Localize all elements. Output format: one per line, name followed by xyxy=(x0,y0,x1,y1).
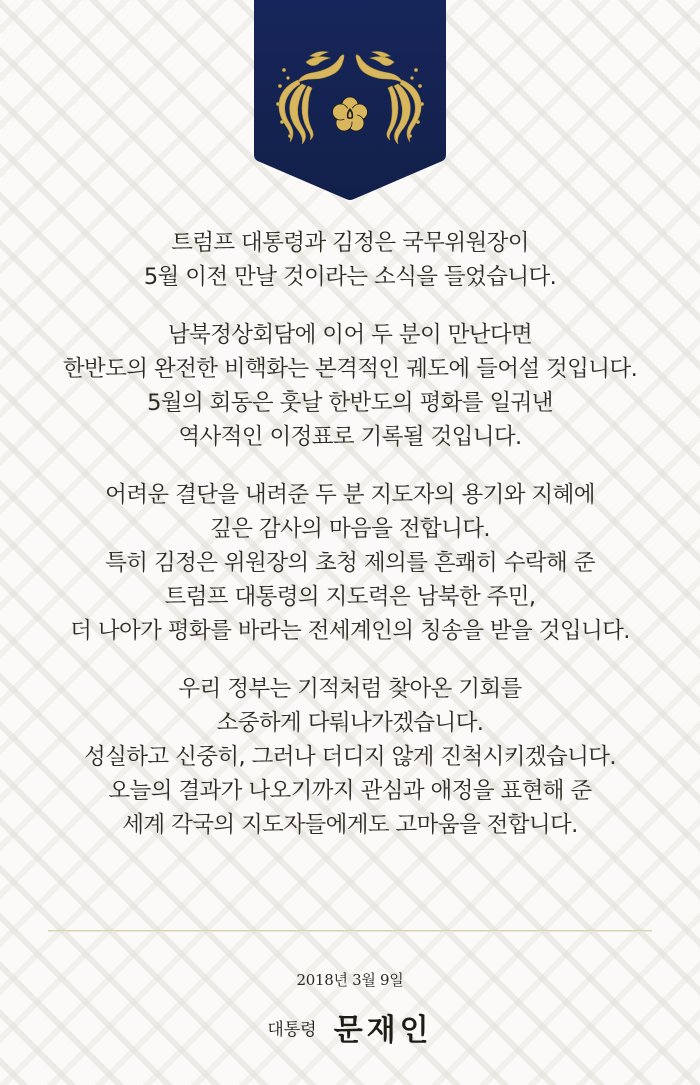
letter-line: 성실하고 신중히, 그러나 더디지 않게 진척시키겠습니다. xyxy=(84,744,616,770)
presidential-emblem-banner xyxy=(254,0,446,201)
letter-line: 트럼프 대통령의 지도력은 남북한 주민, xyxy=(164,584,536,610)
letter-line: 특히 김정은 위원장의 초청 제의를 흔쾌히 수락해 준 xyxy=(105,550,595,576)
footer-divider xyxy=(48,930,652,932)
letter-line: 남북정상회담에 이어 두 분이 만난다면 xyxy=(167,322,533,348)
signature-block xyxy=(0,1005,700,1049)
letter-body xyxy=(0,226,700,866)
letter-line: 역사적인 이정표로 기록될 것입니다. xyxy=(178,424,522,450)
letter-line: 더 나아가 평화를 바라는 전세계인의 칭송을 받을 것입니다. xyxy=(70,618,630,644)
letter-paragraph-3 xyxy=(0,478,700,648)
letter-line: 깊은 감사의 마음을 전합니다. xyxy=(210,516,490,542)
letter-date: 2018년 3월 9일 xyxy=(296,971,404,989)
letter-line: 5월의 회동은 훗날 한반도의 평화를 일궈낸 xyxy=(147,390,553,416)
letter-line: 한반도의 완전한 비핵화는 본격적인 궤도에 들어설 것입니다. xyxy=(62,356,638,382)
presidential-phoenix-emblem-icon xyxy=(254,0,446,201)
letter-line: 5월 이전 만날 것이라는 소식을 들었습니다. xyxy=(143,264,557,290)
letter-line: 트럼프 대통령과 김정은 국무위원장이 xyxy=(171,230,529,256)
letter-line: 오늘의 결과가 나오기까지 관심과 애정을 표현해 준 xyxy=(108,778,592,804)
signature-name: 문재인 xyxy=(333,1013,433,1048)
letter-line: 우리 정부는 기적처럼 찾아온 기회를 xyxy=(178,676,522,702)
letter-line: 소중하게 다뤄나가겠습니다. xyxy=(216,710,484,736)
letter-line: 세계 각국의 지도자들에게도 고마움을 전합니다. xyxy=(122,812,578,838)
letter-line: 어려운 결단을 내려준 두 분 지도자의 용기와 지혜에 xyxy=(105,482,595,508)
letter-paragraph-4 xyxy=(0,672,700,842)
letter-paragraph-1 xyxy=(0,226,700,294)
letter-paragraph-2 xyxy=(0,318,700,454)
signature-title: 대통령 xyxy=(267,1019,317,1040)
